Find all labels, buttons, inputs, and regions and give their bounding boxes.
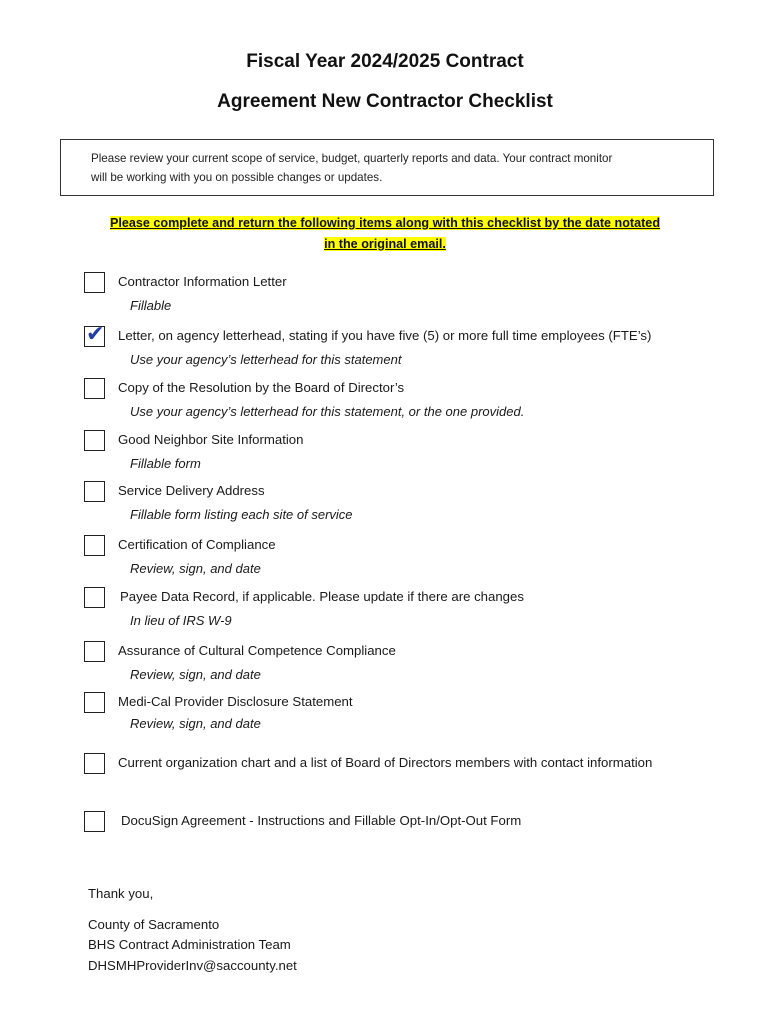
checkbox-checked[interactable] bbox=[84, 322, 105, 347]
checkbox[interactable] bbox=[84, 811, 105, 832]
item-note: In lieu of IRS W-9 bbox=[130, 613, 232, 628]
item-note: Fillable form listing each site of service bbox=[130, 507, 353, 522]
review-notice-box bbox=[60, 139, 714, 196]
item-note: Review, sign, and date bbox=[130, 716, 261, 731]
closing-org: County of Sacramento bbox=[88, 917, 220, 932]
instruction-line-2: in the original email. bbox=[324, 237, 446, 251]
checkbox[interactable] bbox=[84, 378, 105, 399]
item-label: Certification of Compliance bbox=[118, 537, 276, 552]
item-label: Letter, on agency letterhead, stating if you have five (5) or more full time employees (FTE’s) bbox=[118, 328, 652, 343]
instruction-line-1: Please complete and return the following items along with this checklist by the date notated bbox=[109, 216, 661, 230]
item-note: Use your agency’s letterhead for this statement bbox=[130, 352, 402, 367]
checkbox[interactable] bbox=[84, 272, 105, 293]
item-label: Service Delivery Address bbox=[118, 483, 265, 498]
item-label: DocuSign Agreement - Instructions and Fillable Opt-In/Opt-Out Form bbox=[121, 813, 522, 828]
checkbox[interactable] bbox=[84, 587, 105, 608]
closing-thanks: Thank you, bbox=[88, 886, 154, 901]
checkbox[interactable] bbox=[84, 641, 105, 662]
item-label: Contractor Information Letter bbox=[118, 274, 287, 289]
item-note: Use your agency’s letterhead for this statement, or the one provided. bbox=[130, 404, 525, 419]
checkbox[interactable] bbox=[84, 535, 105, 556]
item-label: Medi-Cal Provider Disclosure Statement bbox=[118, 694, 353, 709]
item-note: Fillable bbox=[130, 298, 172, 313]
item-note: Fillable form bbox=[130, 456, 201, 471]
page-title-line-1: Fiscal Year 2024/2025 Contract bbox=[246, 51, 524, 72]
contact-email: DHSMHProviderInv@saccounty.net bbox=[88, 958, 297, 973]
item-label: Copy of the Resolution by the Board of Director’s bbox=[118, 380, 405, 395]
notice-line-2: will be working with you on possible changes or updates. bbox=[91, 171, 383, 184]
checkbox[interactable] bbox=[84, 430, 105, 451]
page-title-line-2: Agreement New Contractor Checklist bbox=[217, 91, 553, 112]
item-label: Current organization chart and a list of Board of Directors members with contact information bbox=[118, 755, 653, 770]
check-mark-icon: ✔ bbox=[86, 322, 105, 347]
item-label: Payee Data Record, if applicable. Please update if there are changes bbox=[120, 589, 524, 604]
closing-team: BHS Contract Administration Team bbox=[88, 937, 291, 952]
item-note: Review, sign, and date bbox=[130, 561, 261, 576]
checkbox[interactable] bbox=[84, 753, 105, 774]
return-instruction bbox=[80, 213, 690, 255]
checkbox[interactable] bbox=[84, 692, 105, 713]
checkbox[interactable] bbox=[84, 481, 105, 502]
item-note: Review, sign, and date bbox=[130, 667, 261, 682]
item-label: Assurance of Cultural Competence Compliance bbox=[118, 643, 396, 658]
notice-line-1: Please review your current scope of service, budget, quarterly reports and data. Your contract monitor bbox=[91, 152, 613, 165]
item-label: Good Neighbor Site Information bbox=[118, 432, 304, 447]
